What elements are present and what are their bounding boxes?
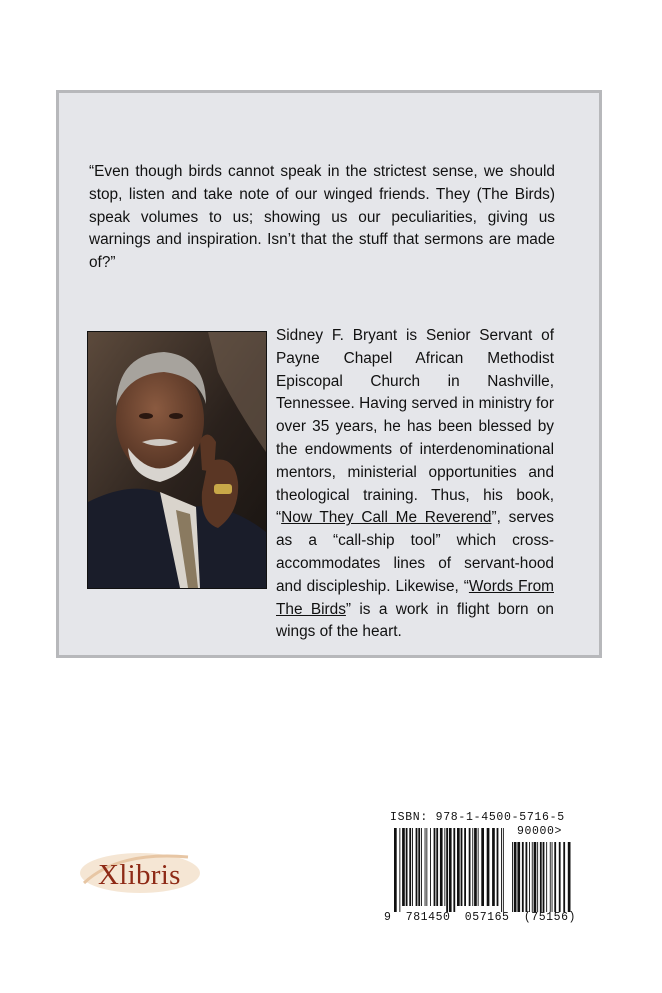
barcode-bar <box>464 828 466 906</box>
addon-digits: (75156) <box>523 911 576 924</box>
barcode-bar <box>554 842 556 912</box>
price-code: 90000> <box>517 825 563 838</box>
barcode-bar <box>517 842 520 912</box>
barcode-bar <box>472 828 473 906</box>
barcode-bar <box>416 828 418 906</box>
barcode-bar <box>425 828 426 906</box>
barcode-bar <box>430 828 431 906</box>
barcode-bar <box>543 842 545 912</box>
author-photo <box>87 331 267 589</box>
barcode-bar <box>559 842 561 912</box>
barcode-bar <box>568 842 571 912</box>
ean-digit-left: 9 <box>384 911 392 924</box>
barcode-bar <box>514 842 517 912</box>
barcode-bar <box>478 828 479 906</box>
ean-bars <box>394 828 504 912</box>
barcode-bar <box>537 842 538 912</box>
barcode-bar <box>522 842 524 912</box>
barcode-bar <box>412 828 413 906</box>
barcode-bar <box>534 842 537 912</box>
barcode-bar <box>421 828 422 906</box>
barcode-bar <box>540 842 542 912</box>
barcode-bar <box>449 828 452 912</box>
xlibris-logo <box>78 847 204 897</box>
book-title-words-from-the-birds: Words From The Birds <box>276 577 554 618</box>
barcode-bar <box>426 828 427 906</box>
barcode-bar <box>469 828 471 906</box>
barcode-bar <box>546 842 547 912</box>
publisher-name: Xlibris <box>98 859 181 891</box>
author-portrait-illustration <box>88 332 266 588</box>
barcode-bar <box>461 828 463 906</box>
barcode-bar <box>532 842 533 912</box>
barcode-bar <box>474 828 477 906</box>
barcode-bar <box>409 828 411 906</box>
author-bio-text: ” is a work in flight born on wings of the heart. <box>276 600 554 641</box>
ean-digits-mid: 781450 <box>405 911 451 924</box>
barcode-bar <box>446 828 448 912</box>
barcode-bar <box>550 842 551 912</box>
author-bio-text: ”, serves as a “call-ship tool” which cross-accommodates lines of servant-hood and discipleship. Likewise, “ <box>276 509 554 595</box>
barcode-bar <box>501 828 502 912</box>
barcode-bar <box>453 828 455 912</box>
barcode-bar <box>552 842 553 912</box>
back-cover-panel <box>56 90 602 658</box>
barcode-bar <box>457 828 460 906</box>
barcode-bar <box>406 828 408 906</box>
back-cover-quote: “Even though birds cannot speak in the strictest sense, we should stop, listen and take note of our winged friends. They (The Birds) speak volumes to us; showing us our peculiarities, giving us warnings and inspiration. Isn’t that the stuff that sermons are made of?” <box>89 163 555 272</box>
barcode-bar <box>418 828 420 906</box>
barcode-bar <box>440 828 443 906</box>
barcode-bar <box>512 842 513 912</box>
barcode-bar <box>526 842 528 912</box>
barcode-bar <box>503 828 504 912</box>
addon-bars <box>512 842 571 912</box>
barcode-digits <box>384 911 576 924</box>
book-title-now-they-call-me-reverend: Now They Call Me Reverend <box>281 509 492 527</box>
author-bio-text: Sidney F. Bryant is Senior Servant of Payne Chapel African Methodist Episcopal Church in Nashville, Tennessee. Having served in ministry for over 35 years, he has been blessed by the endowments of interdenominational mentors, ministerial opportunities and theological training. Thus, his book, “ <box>276 327 554 527</box>
ean-digits-right: 057165 <box>464 911 510 924</box>
barcode-bar <box>436 828 438 906</box>
barcode-bar <box>481 828 484 906</box>
isbn-label: ISBN: 978-1-4500-5716-5 <box>390 811 565 824</box>
barcode-bar <box>529 842 530 912</box>
barcode-bar <box>497 828 499 906</box>
barcode-bar <box>402 828 405 906</box>
barcode-bar <box>563 842 565 912</box>
barcode-bar <box>399 828 400 912</box>
barcode-bar <box>492 828 495 906</box>
barcode-bar <box>487 828 490 906</box>
barcode-bar <box>394 828 397 912</box>
author-bio <box>276 325 554 644</box>
barcode-bar <box>434 828 436 906</box>
barcode-bar <box>444 828 445 906</box>
